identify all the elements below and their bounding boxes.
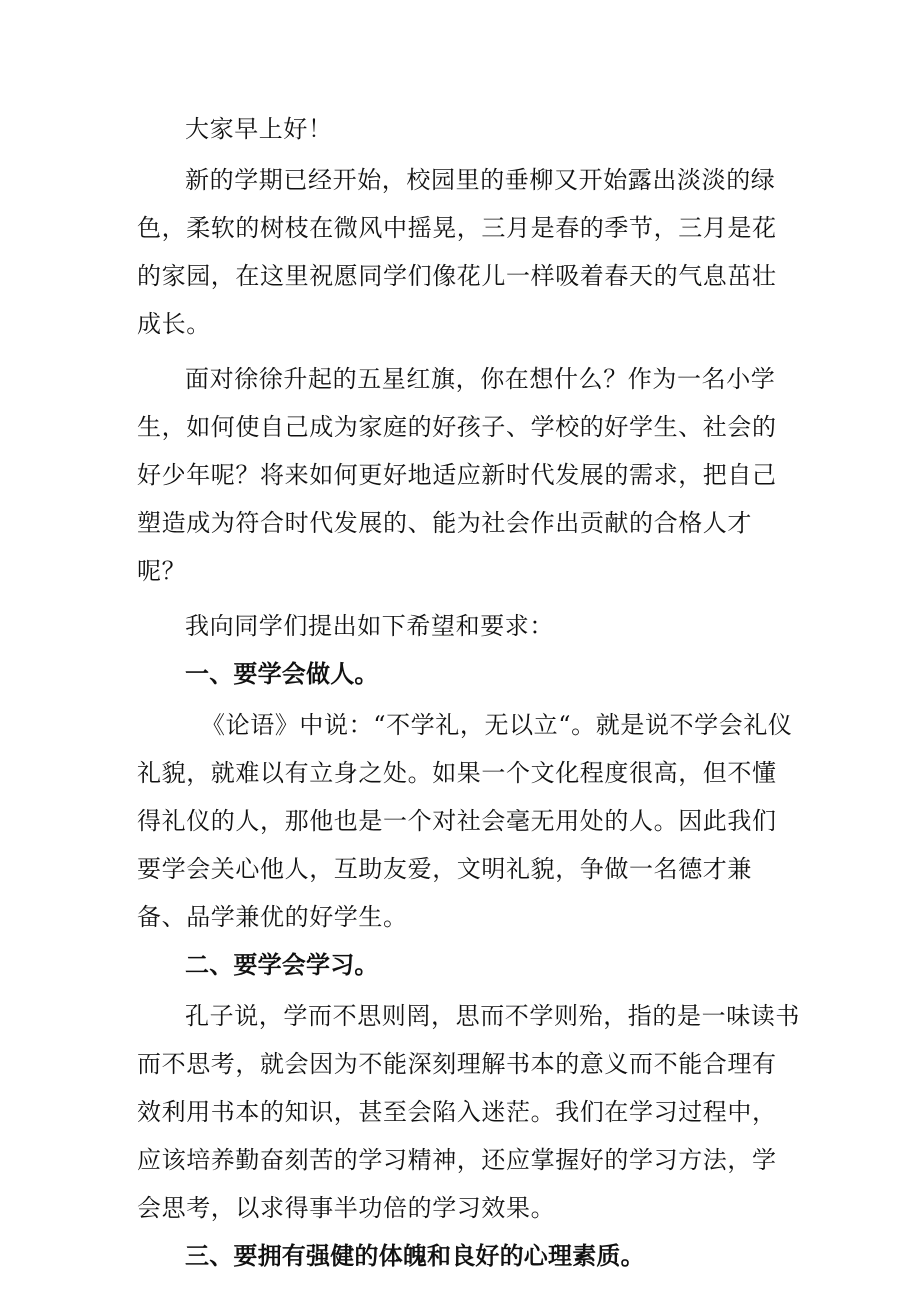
greeting-text: 大家早上好！ (185, 115, 333, 143)
lead-in-paragraph: 我向同学们提出如下希望和要求： (185, 612, 554, 640)
section1-heading: 一、要学会做人。 (185, 660, 379, 688)
section3-heading: 三、要拥有强健的体魄和良好的心理素质。 (185, 1242, 645, 1270)
document-body (137, 105, 801, 1280)
question-paragraph: 面对徐徐升起的五星红旗，你在想什么？作为一名小学生，如何使自己成为家庭的好孩子、学校的好学生、社会的好少年呢？将来如何更好地适应新时代发展的需求，把自己塑造成为符合时代发展的、能为社会作出贡献的合格人才呢？ (137, 365, 777, 585)
section2-paragraph: 孔子说，学而不思则罔，思而不学则殆，指的是一味读书而不思考，就会因为不能深刻理解书本的意义而不能合理有效利用书本的知识，甚至会陷入迷茫。我们在学习过程中，应该培养勤奋刻苦的学习精神，还应掌握好的学习方法，学会思考，以求得事半功倍的学习效果。 (137, 1002, 800, 1222)
intro-paragraph: 新的学期已经开始，校园里的垂柳又开始露出淡淡的绿色，柔软的树枝在微风中摇晃，三月是春的季节，三月是花的家园，在这里祝愿同学们像花儿一样吸着春天的气息茁壮成长。 (137, 166, 777, 338)
section2-heading: 二、要学会学习。 (185, 951, 379, 979)
section1-paragraph: 《论语》中说：“不学礼，无以立“。就是说不学会礼仪礼貌，就难以有立身之处。如果一个文化程度很高，但不懂得礼仪的人，那他也是一个对社会毫无用处的人。因此我们要学会关心他人，互助友爱，文明礼貌，争做一名德才兼备、品学兼优的好学生。 (137, 711, 793, 931)
